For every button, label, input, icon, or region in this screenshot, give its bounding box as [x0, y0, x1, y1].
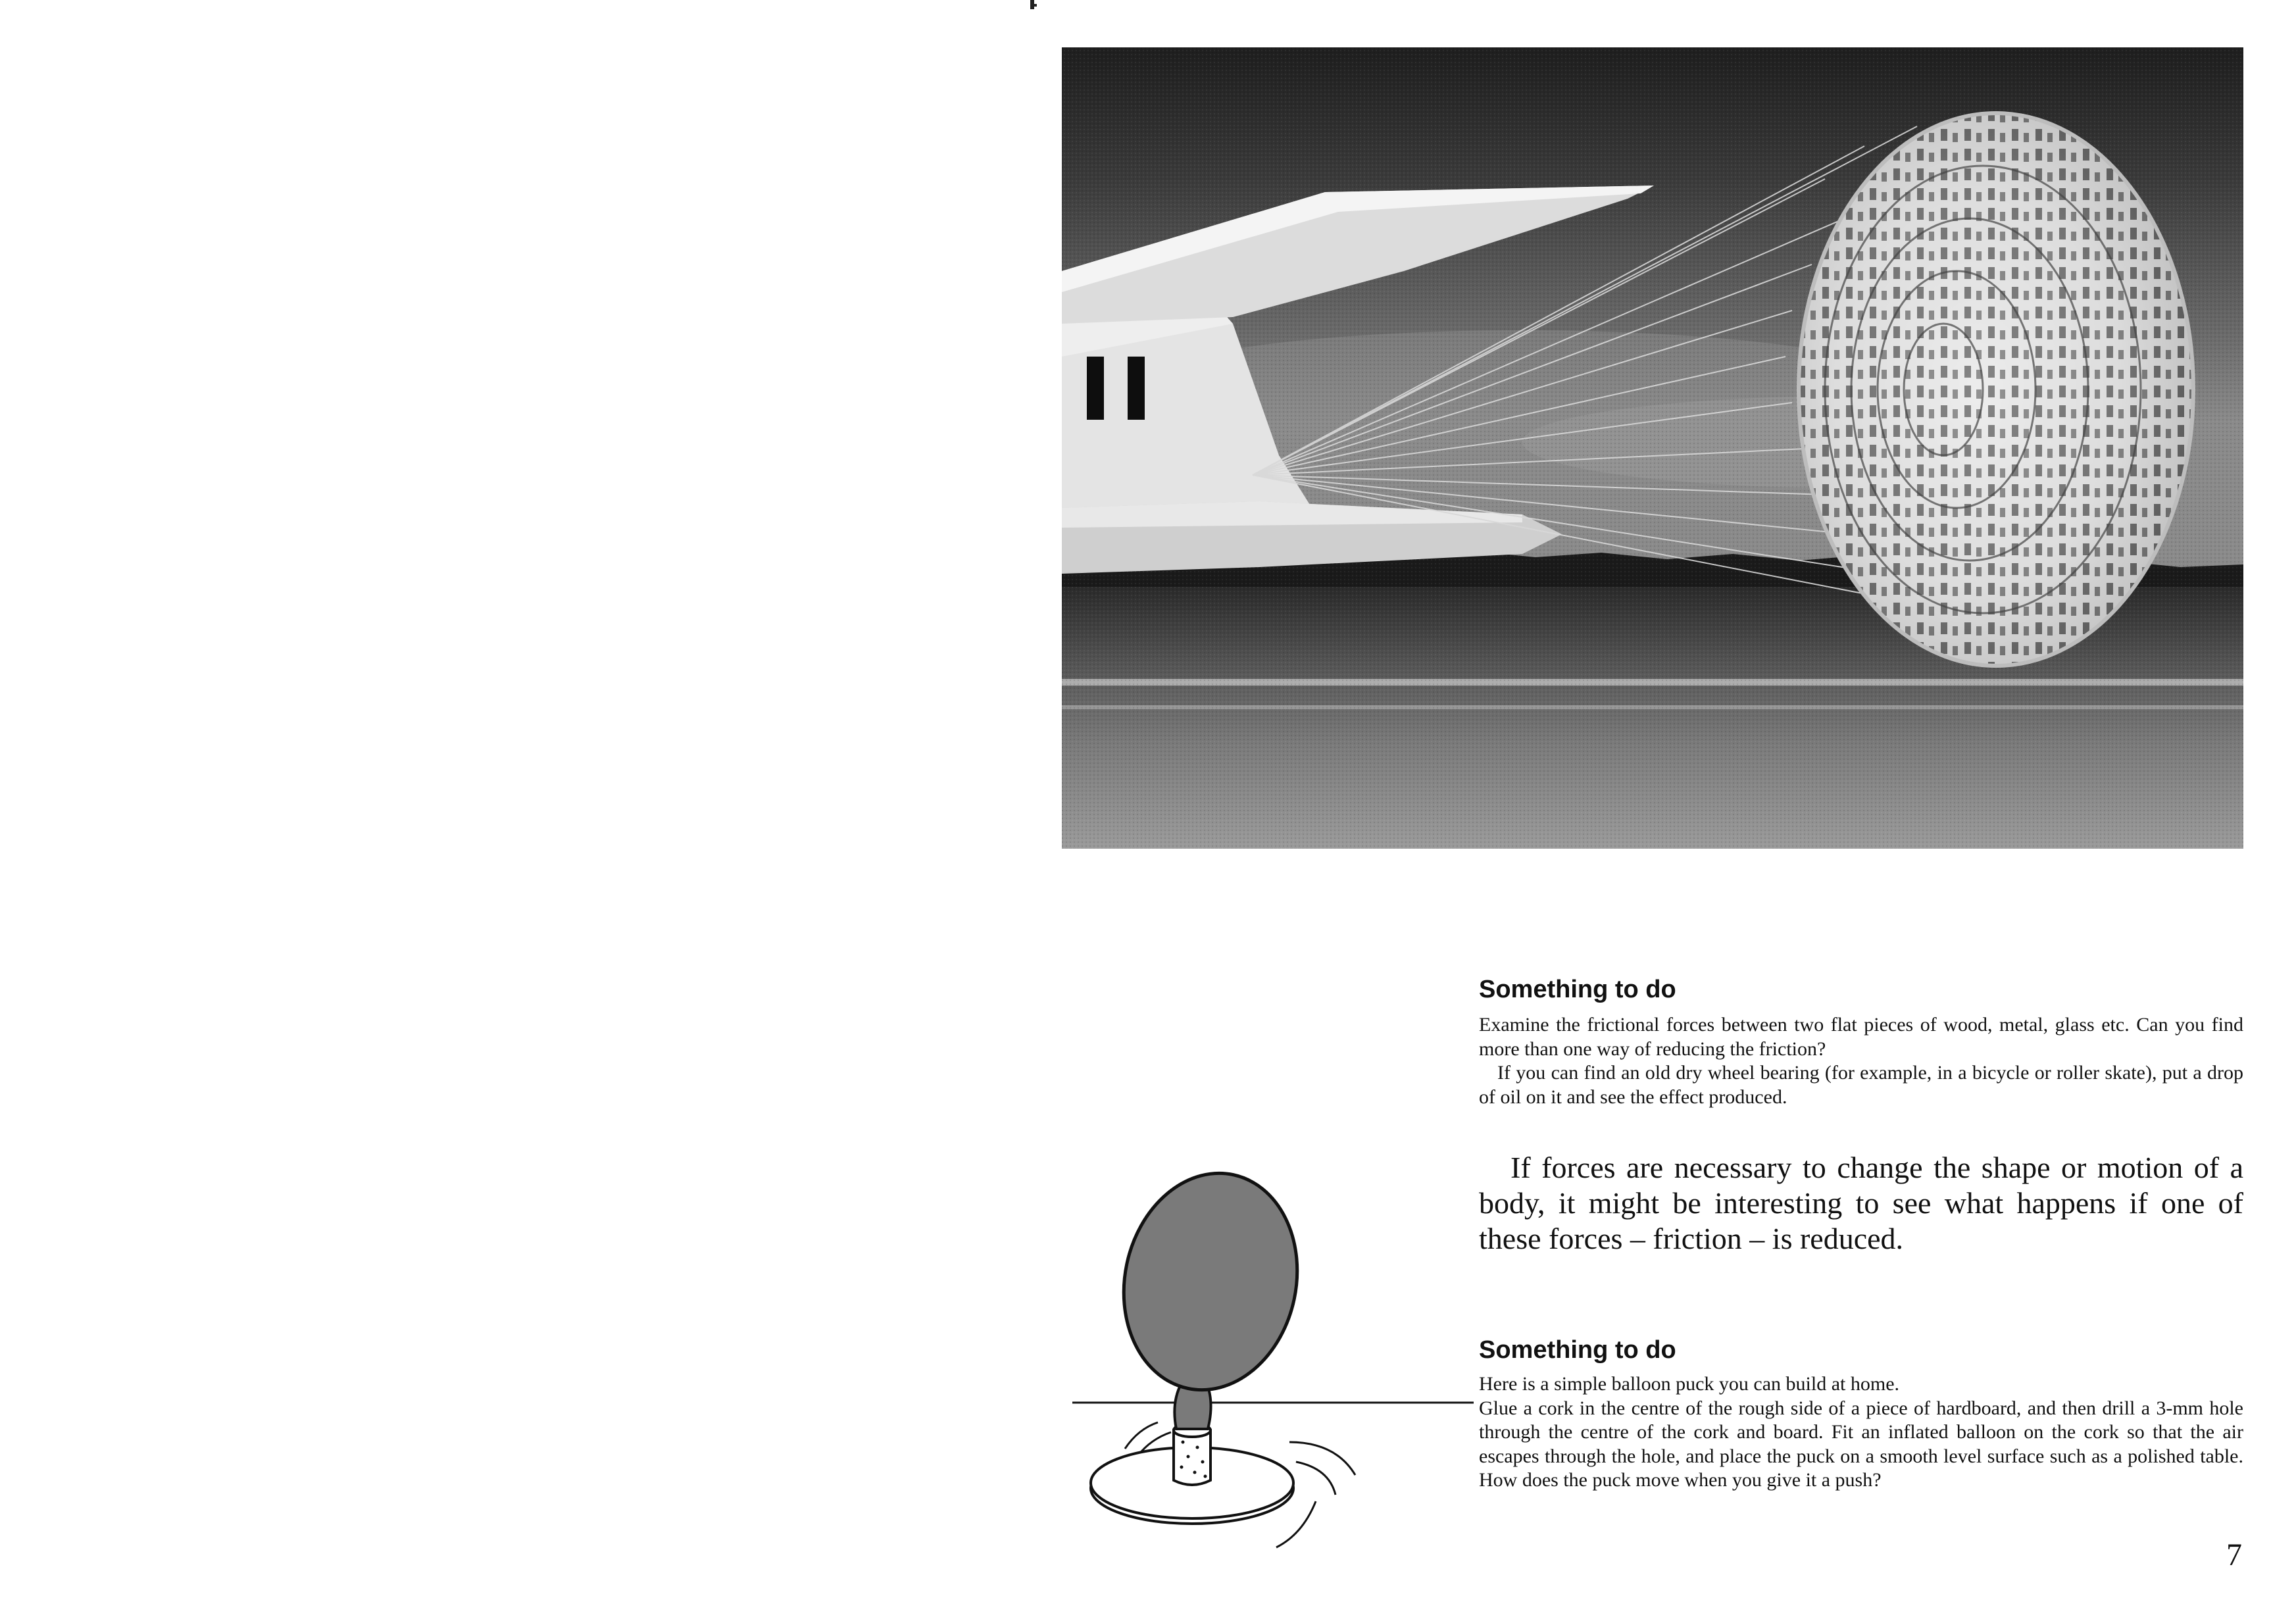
print-mark — [1030, 4, 1037, 7]
section2-heading: Something to do — [1479, 1336, 1676, 1364]
section2-body — [1479, 1372, 2243, 1493]
section2-paragraph2: Glue a cork in the centre of the rough side of a piece of hardboard, and then drill a 3-mm hole through the centre of the cork and board. Fit an inflated balloon on the cork so that the air escapes through the hole, and place the puck on a smooth level surface such as a polished table. How does the puck move when you give it a push? — [1479, 1397, 2243, 1491]
balloon-puck-illustration — [1066, 1166, 1487, 1561]
section1-body — [1479, 1013, 2243, 1109]
aircraft-drag-parachute-photo — [1062, 47, 2243, 849]
section1-heading: Something to do — [1479, 976, 1676, 1003]
section1-paragraph2: If you can find an old dry wheel bearing (for example, in a bicycle or roller skate), put a drop of oil on it and see the effect produced. — [1479, 1062, 2243, 1108]
page-number: 7 — [2226, 1538, 2242, 1572]
section1-paragraph1: Examine the frictional forces between two flat pieces of wood, metal, glass etc. Can you find more than one way of reducing the friction? — [1479, 1014, 2243, 1060]
section2-paragraph1: Here is a simple balloon puck you can build at home. — [1479, 1373, 1900, 1395]
friction-intro-text: If forces are necessary to change the shape or motion of a body, it might be interesting to see what happens if one of these forces – friction – is reduced. — [1479, 1151, 2243, 1255]
